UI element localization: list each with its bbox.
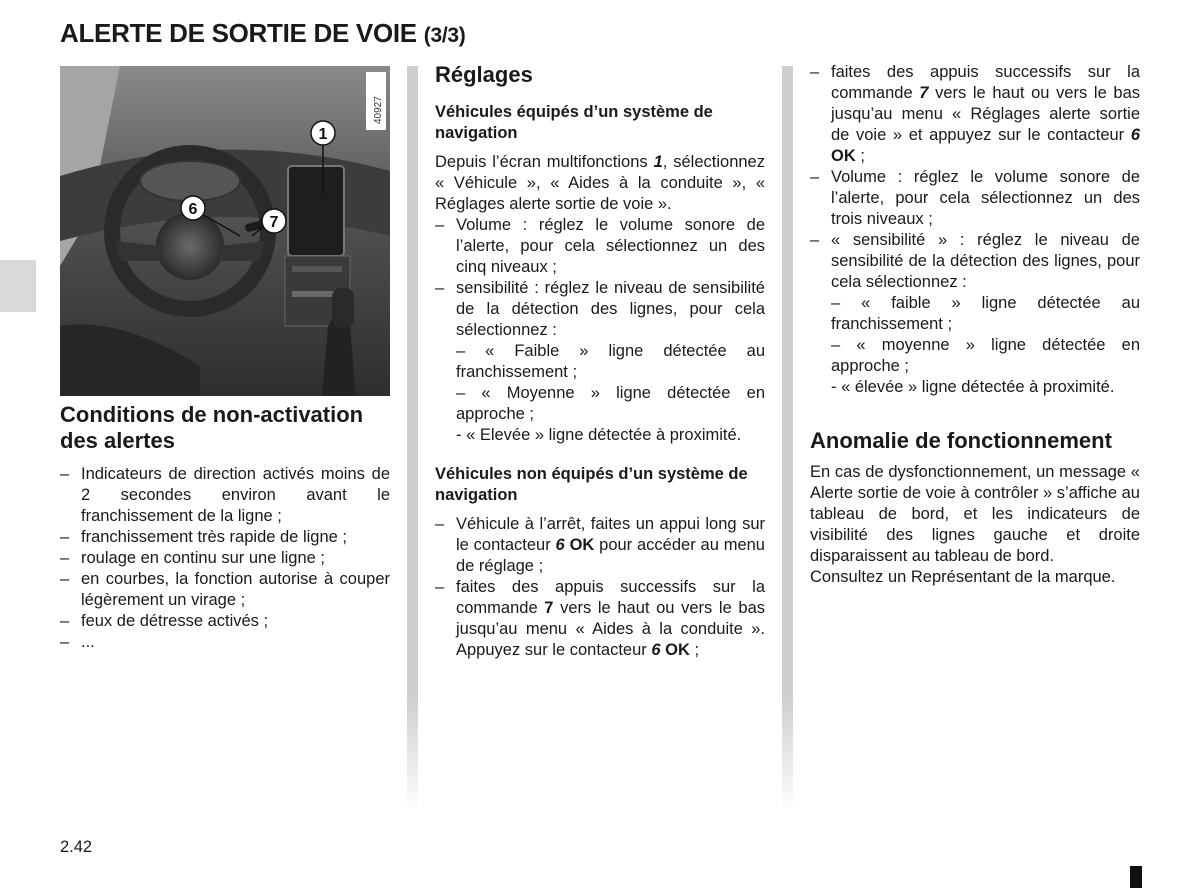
list-item: – Volume : réglez le volume sonore de l’alerte, pour cela sélectionnez un des trois niveaux ; (810, 168, 1140, 228)
list-item: – Volume : réglez le volume sonore de l’alerte, pour cela sélectionnez un des cinq niveaux ; (435, 216, 765, 276)
paragraph-consult: Consultez un Représentant de la marque. (810, 568, 1116, 586)
gear-knob (332, 288, 354, 328)
callout-1-label: 1 (318, 126, 328, 143)
callout-6-label: 6 (188, 201, 198, 218)
page-title (60, 18, 465, 49)
subheading-with-navigation: Véhicules équipés d’un système de navigation (435, 103, 713, 142)
list-item: – en courbes, la fonction autorise à couper légèrement un virage ; (60, 570, 390, 609)
page-title-suffix: (3/3) (423, 24, 466, 47)
dashboard-photo (60, 66, 390, 396)
page-title-text: ALERTE DE SORTIE DE VOIE (60, 18, 417, 48)
subheading-without-navigation: Véhicules non équipés d’un système de navigation (435, 465, 748, 504)
heading-non-activation: Conditions de non-activation des alertes (60, 402, 364, 453)
callout-6 (181, 196, 205, 220)
corner-mark (1130, 866, 1142, 888)
callout-7 (262, 209, 286, 233)
instrument-cluster (140, 161, 240, 201)
list-item: – faites des appuis successifs sur la commande 7 vers le haut ou vers le bas jusqu’au menu « Aides à la conduite ». Appuyez sur le contacteur 6 OK ; (435, 578, 765, 659)
callout-1 (311, 121, 335, 145)
sub-list-item: – « Moyenne » ligne détectée en approche ; (456, 384, 765, 423)
list-item: – sensibilité : réglez le niveau de sensibilité de la détection des lignes, pour cela sélectionnez : (435, 279, 765, 339)
center-screen (288, 166, 344, 256)
sub-list-item: – « faible » ligne détectée au franchissement ; (831, 294, 1140, 333)
steering-hub (156, 212, 224, 280)
list-item: – ... (60, 633, 95, 651)
non-activation-list (60, 464, 390, 653)
list-item: – roulage en continu sur une ligne ; (60, 549, 326, 567)
column-middle (435, 62, 765, 661)
sub-list-item: – « moyenne » ligne détectée en approche ; (831, 336, 1140, 375)
console-vents (292, 266, 342, 272)
list-item: – feux de détresse activés ; (60, 612, 269, 630)
heading-reglages: Réglages (435, 62, 533, 87)
list-item: – Véhicule à l’arrêt, faites un appui long sur le contacteur 6 OK pour accéder au menu de réglage ; (435, 515, 765, 575)
list-item: – franchissement très rapide de ligne ; (60, 528, 347, 546)
callout-7-label: 7 (269, 214, 279, 231)
column-left (60, 402, 390, 653)
section-tab-marker (0, 260, 36, 312)
ref-code: 40927 (373, 96, 384, 124)
list-item: – faites des appuis successifs sur la commande 7 vers le haut ou vers le bas jusqu’au menu « Réglages alerte sortie de voie » et appuyez sur le contacteur 6 OK ; (810, 63, 1140, 165)
heading-anomalie: Anomalie de fonctionnement (810, 428, 1112, 453)
paragraph-malfunction: En cas de dysfonctionnement, un message « Alerte sortie de voie à contrôler » s’affiche au tableau de bord, et les indicateurs de visibilité des lignes gauche et droite disparaissent au tableau de bord. (810, 463, 1140, 565)
dashboard-illustration (60, 66, 390, 396)
sub-list-item: – « Faible » ligne détectée au franchissement ; (456, 342, 765, 381)
page-number: 2.42 (60, 838, 93, 856)
column-divider-1 (407, 66, 418, 811)
sub-list-item: - « Elevée » ligne détectée à proximité. (456, 426, 742, 444)
list-item: – « sensibilité » : réglez le niveau de sensibilité de la détection des lignes, pour cela sélectionnez : (810, 231, 1140, 291)
list-item: – Indicateurs de direction activés moins de 2 secondes environ avant le franchissement de la ligne ; (60, 465, 390, 525)
column-right (810, 62, 1140, 588)
column-divider-2 (782, 66, 793, 811)
paragraph-screen-path: Depuis l’écran multifonctions 1, sélectionnez « Véhicule », « Aides à la conduite », « Réglages alerte sortie de voie ». (435, 153, 765, 213)
sub-list-item: - « élevée » ligne détectée à proximité. (831, 378, 1115, 396)
